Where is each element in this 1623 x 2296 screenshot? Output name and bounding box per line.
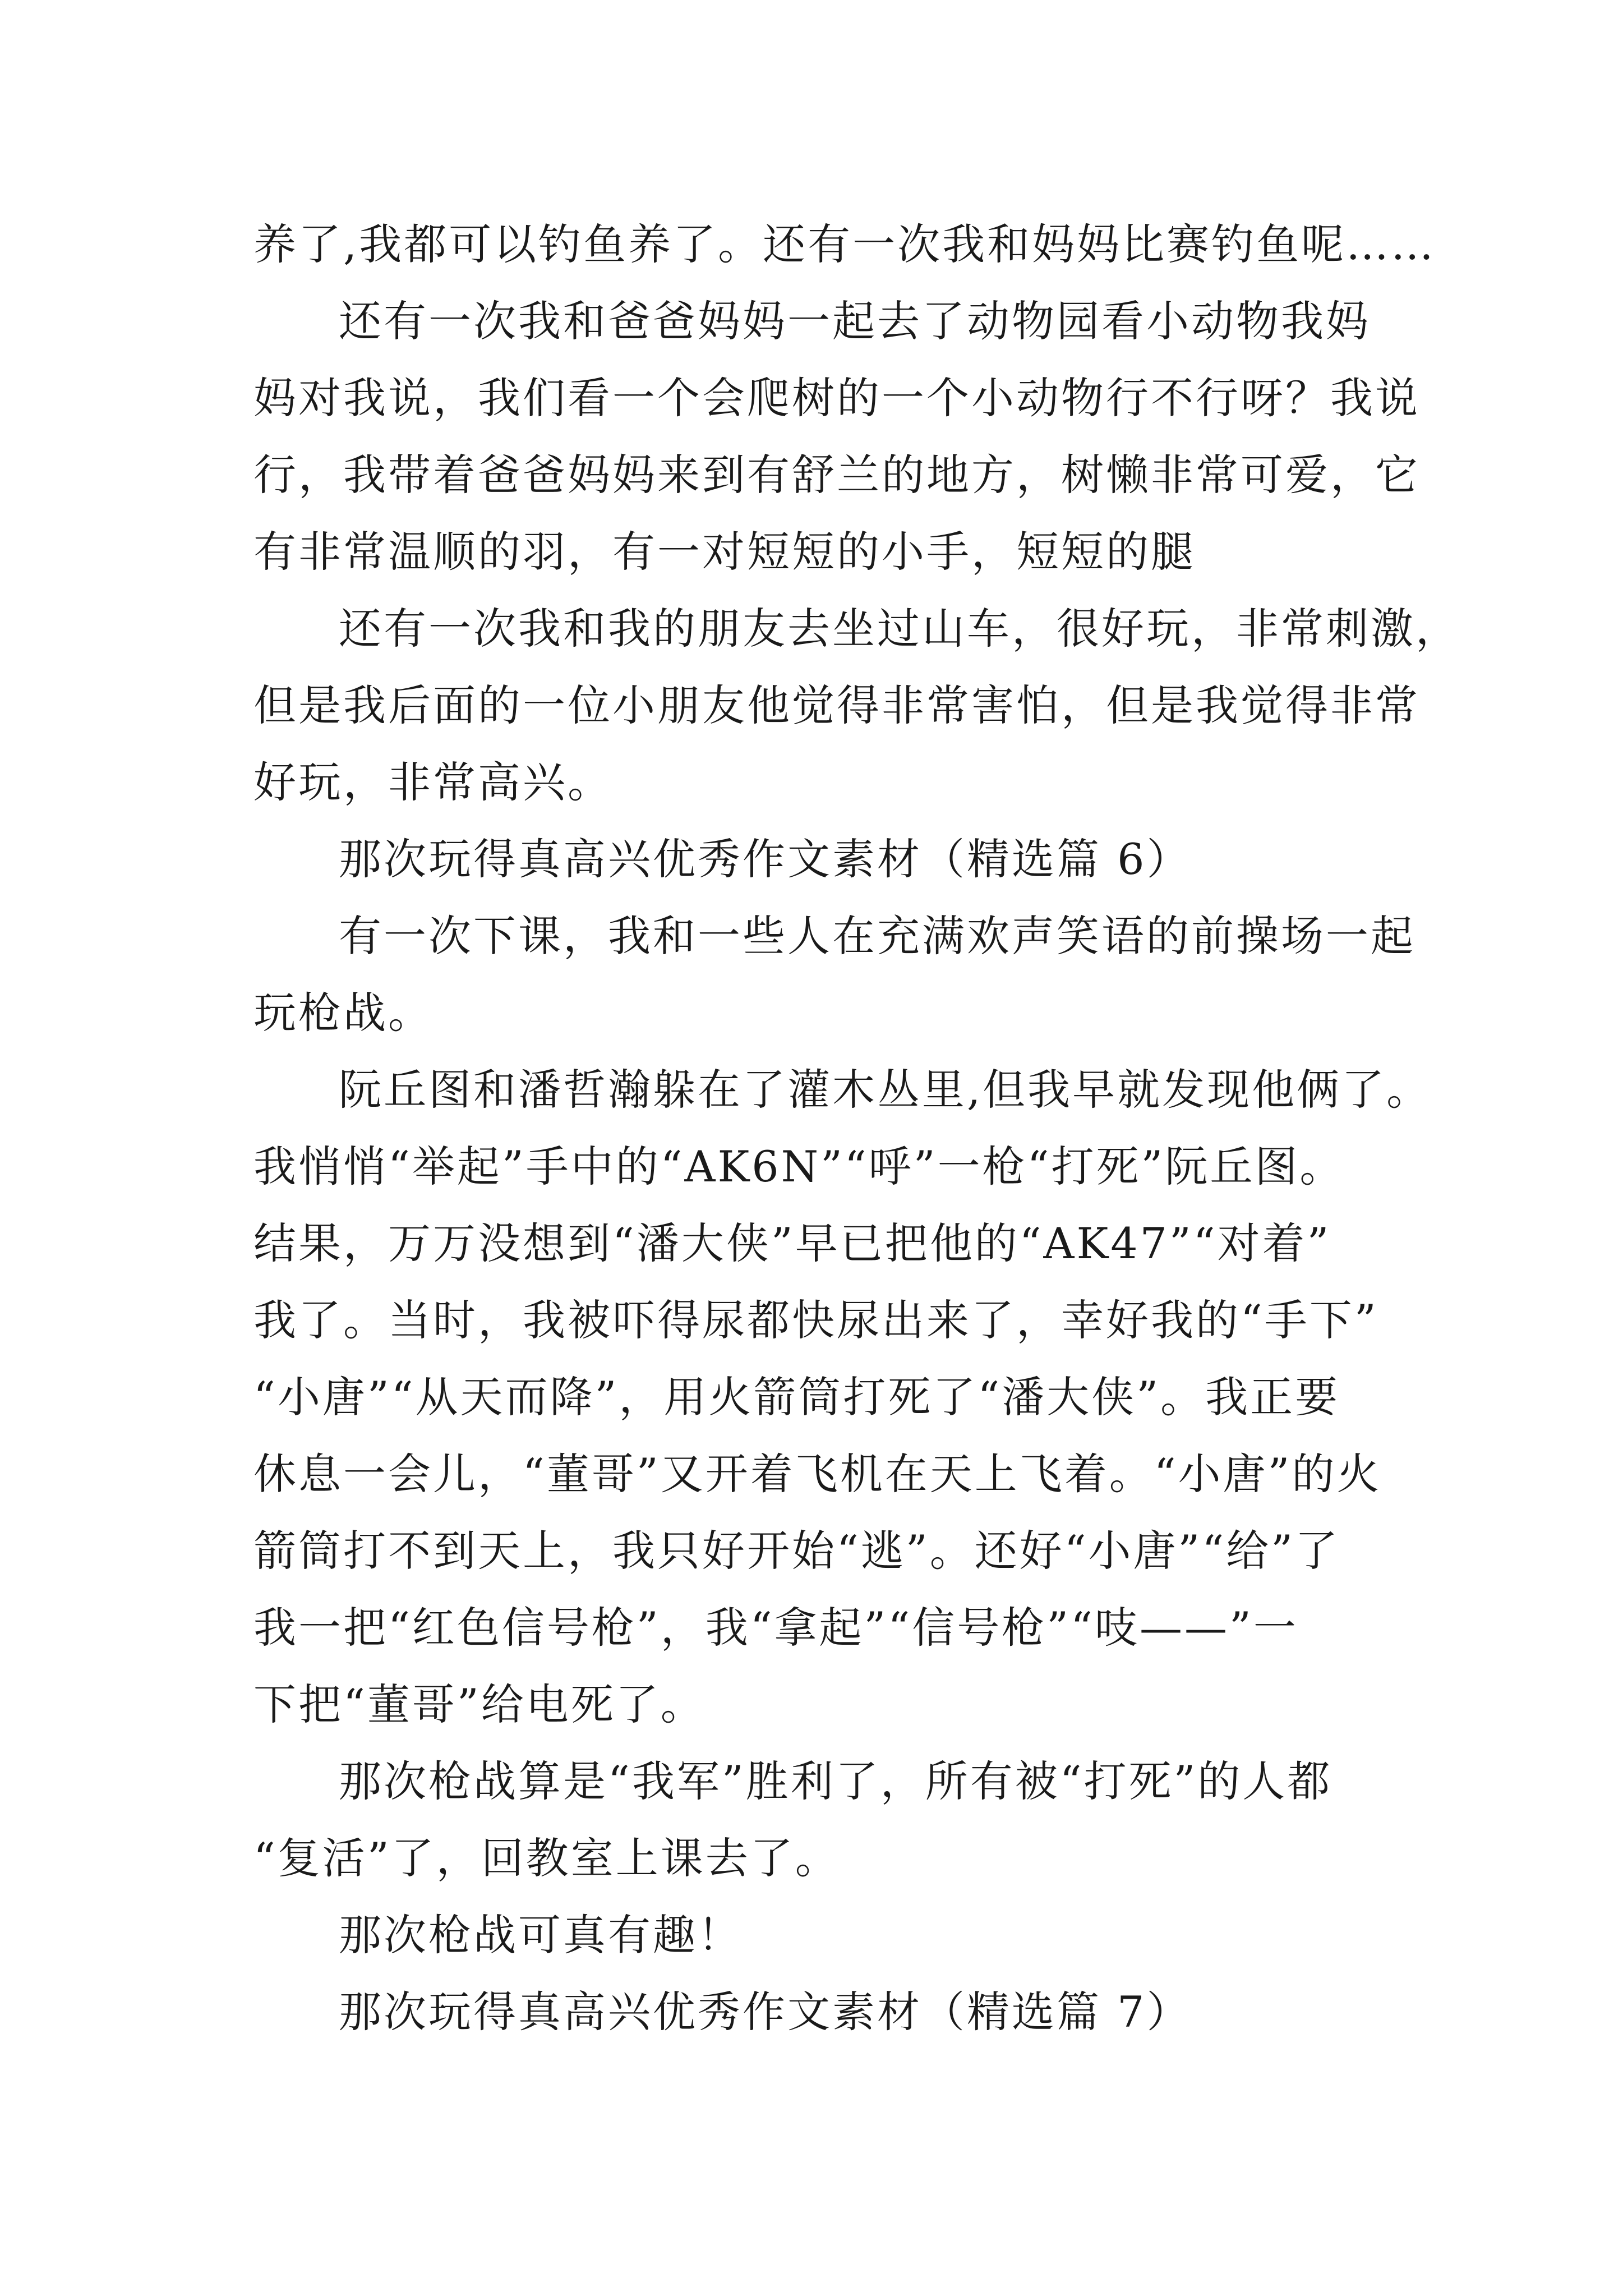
text-line: 结果，万万没想到“潘大侠”早已把他的“AK47”“对着” xyxy=(253,1218,1331,1268)
section-heading: 那次玩得真高兴优秀作文素材（精选篇 7） xyxy=(339,1987,1192,2037)
paragraph-first-line: 有一次下课，我和一些人在充满欢声笑语的前操场一起 xyxy=(339,911,1415,961)
text-line: 我一把“红色信号枪”，我“拿起”“信号枪”“吱——”一 xyxy=(253,1603,1298,1653)
paragraph-first-line: 那次枪战可真有趣！ xyxy=(339,1910,743,1960)
paragraph-first-line: 还有一次我和爸爸妈妈一起去了动物园看小动物我妈 xyxy=(339,296,1371,346)
text-line: 我了。当时，我被吓得尿都快尿出来了，幸好我的“手下” xyxy=(253,1295,1378,1345)
text-line: 行，我带着爸爸妈妈来到有舒兰的地方，树懒非常可爱，它 xyxy=(253,450,1420,500)
paragraph-first-line: 那次枪战算是“我军”胜利了，所有被“打死”的人都 xyxy=(339,1756,1332,1806)
text-line: 好玩，非常高兴。 xyxy=(253,757,612,807)
text-line: 玩枪战。 xyxy=(253,988,433,1038)
text-line: “复活”了，回教室上课去了。 xyxy=(253,1833,840,1883)
text-line: 但是我后面的一位小朋友他觉得非常害怕，但是我觉得非常 xyxy=(253,680,1420,730)
paragraph-first-line: 阮丘图和潘哲瀚躲在了灌木丛里,但我早就发现他俩了。 xyxy=(339,1065,1432,1115)
text-line: 下把“董哥”给电死了。 xyxy=(253,1680,706,1729)
text-line: 休息一会儿，“董哥”又开着飞机在天上飞着。“小唐”的火 xyxy=(253,1449,1382,1499)
text-line: 有非常温顺的羽，有一对短短的小手，短短的腿 xyxy=(253,527,1196,577)
section-heading: 那次玩得真高兴优秀作文素材（精选篇 6） xyxy=(339,834,1192,884)
paragraph-first-line: 还有一次我和我的朋友去坐过山车，很好玩，非常刺激， xyxy=(339,604,1460,654)
text-line: “小唐”“从天而降”，用火箭筒打死了“潘大侠”。我正要 xyxy=(253,1372,1340,1422)
text-line: 妈对我说，我们看一个会爬树的一个小动物行不行呀？我说 xyxy=(253,373,1420,423)
text-line: 养了,我都可以钓鱼养了。还有一次我和妈妈比赛钓鱼呢…… xyxy=(253,219,1436,269)
text-line: 箭筒打不到天上，我只好开始“逃”。还好“小唐”“给”了 xyxy=(253,1526,1340,1576)
text-line: 我悄悄“举起”手中的“AK6N”“呼”一枪“打死”阮丘图。 xyxy=(253,1142,1345,1191)
